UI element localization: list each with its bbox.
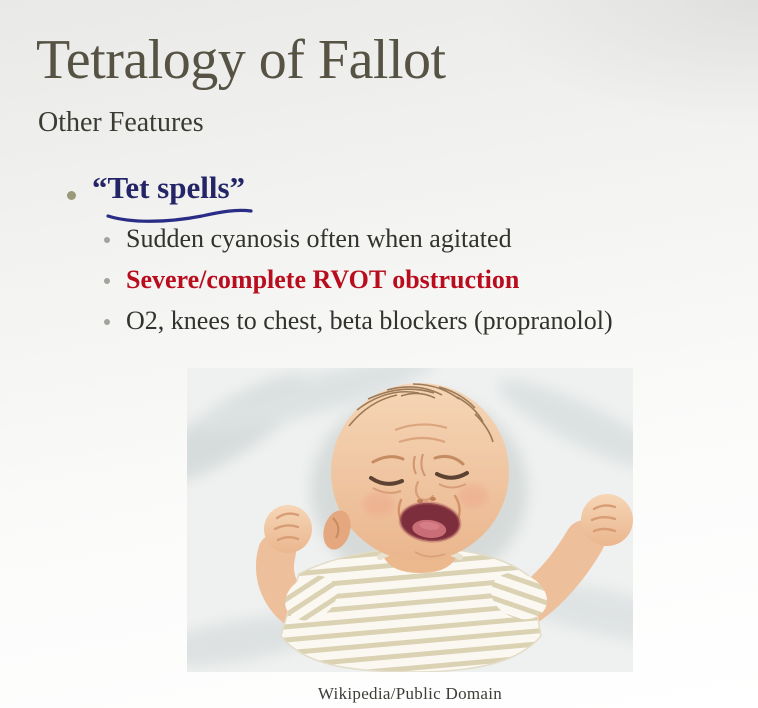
sub-bullet-treatment: O2, knees to chest, beta blockers (propranolol) [126,306,613,335]
bullet-tet-spells: “Tet spells” [92,170,246,205]
sub-bullet-dot-icon [104,237,110,243]
sub-bullet-dot-icon [104,319,110,325]
photo-caption: Wikipedia/Public Domain [317,684,503,703]
sub-bullet-cyanosis: Sudden cyanosis often when agitated [126,224,512,253]
slide-subtitle: Other Features [38,107,204,138]
crying-baby-photo [187,368,633,672]
sub-bullet-rvot-obstruction: Severe/complete RVOT obstruction [126,265,520,294]
bullet-dot-icon [67,191,76,200]
slide-title: Tetralogy of Fallot [36,29,446,91]
sub-bullet-dot-icon [104,278,110,284]
crying-baby-illustration [187,368,633,672]
